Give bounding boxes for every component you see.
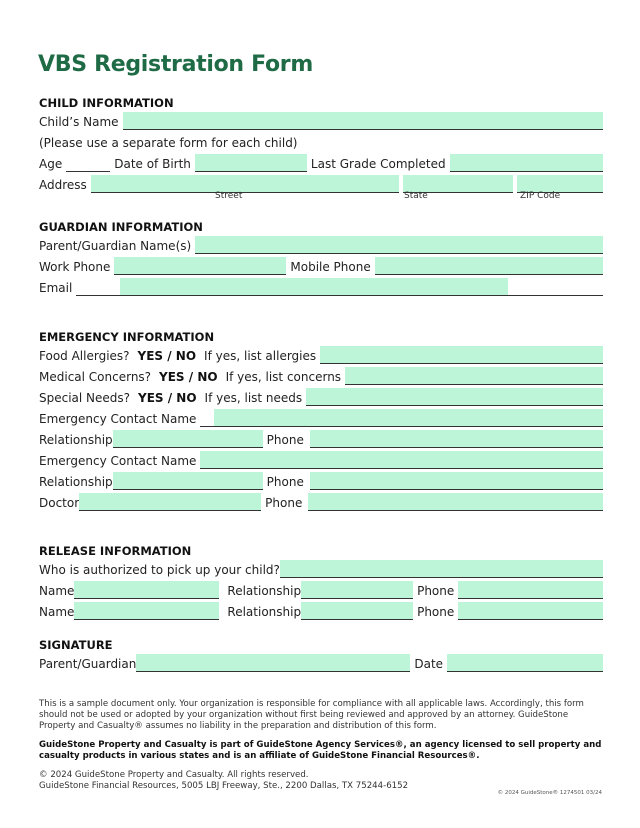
guardian-names-label: Parent/Guardian Name(s)	[39, 239, 192, 253]
emergency-contact-1-label: Emergency Contact Name	[39, 412, 197, 426]
emergency-section-heading: EMERGENCY INFORMATION	[39, 330, 215, 344]
medical-concerns-label: Medical Concerns?	[39, 370, 152, 384]
release-section-heading: RELEASE INFORMATION	[39, 544, 192, 558]
work-phone-field[interactable]	[114, 257, 286, 275]
email-label: Email	[39, 281, 73, 295]
emergency-contact-1-field[interactable]	[214, 409, 603, 427]
emergency-contact-2-field[interactable]	[200, 451, 603, 469]
relationship-2-field[interactable]	[113, 472, 263, 490]
release-phone-1-label: Phone	[417, 584, 455, 598]
food-allergies-row	[39, 344, 603, 364]
age-field[interactable]	[66, 171, 110, 172]
pickup-field[interactable]	[280, 560, 603, 578]
release-name-2-field[interactable]	[74, 602, 219, 620]
guardian-section-heading: GUARDIAN INFORMATION	[39, 220, 203, 234]
signature-field[interactable]	[136, 654, 410, 672]
relationship-2-row	[39, 470, 603, 490]
allergies-field[interactable]	[320, 346, 603, 364]
doctor-row	[39, 491, 603, 511]
special-list-label: If yes, list needs	[204, 391, 303, 405]
release-name-1-field[interactable]	[74, 581, 219, 599]
email-lead-line	[76, 295, 120, 296]
email-tail-line	[508, 295, 603, 296]
concerns-field[interactable]	[345, 367, 603, 385]
age-label: Age	[39, 157, 63, 171]
phones-row	[39, 255, 603, 275]
guardian-names-row	[39, 234, 603, 254]
email-field[interactable]	[120, 278, 508, 296]
signature-row	[39, 652, 603, 672]
emergency-contact-1-row	[39, 407, 603, 427]
medical-yes-no[interactable]: YES / NO	[159, 370, 218, 384]
medical-list-label: If yes, list concerns	[225, 370, 342, 384]
phone-1-label: Phone	[266, 433, 304, 447]
date-field[interactable]	[447, 654, 603, 672]
guardian-names-field[interactable]	[195, 236, 603, 254]
work-phone-label: Work Phone	[39, 260, 111, 274]
relationship-1-field[interactable]	[113, 430, 263, 448]
age-dob-grade-row	[39, 152, 603, 172]
doctor-label: Doctor	[39, 496, 80, 510]
mobile-phone-field[interactable]	[375, 257, 603, 275]
special-needs-row	[39, 386, 603, 406]
separate-form-note-row	[39, 131, 603, 151]
doctor-phone-label: Phone	[265, 496, 303, 510]
phone-2-field[interactable]	[310, 472, 603, 490]
street-field[interactable]	[91, 175, 399, 193]
relationship-1-row	[39, 428, 603, 448]
date-label: Date	[414, 657, 444, 671]
special-yes-no[interactable]: YES / NO	[138, 391, 197, 405]
phone-1-field[interactable]	[310, 430, 603, 448]
form-title: VBS Registration Form	[38, 52, 313, 77]
pickup-row	[39, 558, 603, 578]
zip-caption: ZIP Code	[520, 191, 561, 201]
grade-field[interactable]	[450, 154, 603, 172]
release-relationship-1-field[interactable]	[301, 581, 413, 599]
food-list-label: If yes, list allergies	[204, 349, 317, 363]
street-caption: Street	[215, 191, 243, 201]
release-person-1-row	[39, 579, 603, 599]
needs-field[interactable]	[306, 388, 603, 406]
child-name-label: Child’s Name	[39, 115, 119, 129]
dob-label: Date of Birth	[114, 157, 191, 171]
email-row	[39, 276, 603, 296]
food-yes-no[interactable]: YES / NO	[137, 349, 197, 363]
release-relationship-2-field[interactable]	[301, 602, 413, 620]
child-name-row	[39, 110, 603, 130]
dob-field[interactable]	[195, 154, 307, 172]
pickup-label: Who is authorized to pick up your child?	[39, 563, 280, 577]
address-label: Address	[39, 178, 87, 192]
release-phone-1-field[interactable]	[458, 581, 603, 599]
address-row	[39, 173, 603, 193]
doctor-phone-field[interactable]	[308, 493, 603, 511]
disclaimer-text: This is a sample document only. Your organization is responsible for compliance with all applicable laws. Accordingly, this form should not be used or adopted by your organization without first being reviewed and approved by an attorney. GuideStone Property and Casualty® assumes no liability in the preparation and distribution of this form.	[39, 699, 584, 731]
child-name-field[interactable]	[123, 112, 603, 130]
phone-2-label: Phone	[266, 475, 304, 489]
emergency-contact-2-row	[39, 449, 603, 469]
document-code: © 2024 GuideStone® 1274501 03/24	[497, 790, 602, 796]
signature-label: Parent/Guardian	[39, 657, 137, 671]
release-name-1-label: Name	[39, 584, 75, 598]
emergency-contact-2-label: Emergency Contact Name	[39, 454, 197, 468]
release-name-2-label: Name	[39, 605, 75, 619]
release-relationship-1-label: Relationship	[227, 584, 302, 598]
mobile-phone-label: Mobile Phone	[290, 260, 371, 274]
state-caption: State	[404, 191, 428, 201]
relationship-1-label: Relationship	[39, 433, 113, 447]
relationship-2-label: Relationship	[39, 475, 113, 489]
release-relationship-2-label: Relationship	[227, 605, 302, 619]
separate-form-note: (Please use a separate form for each child)	[39, 136, 298, 150]
release-person-2-row	[39, 600, 603, 620]
special-needs-label: Special Needs?	[39, 391, 131, 405]
contact1-lead-line	[200, 426, 214, 427]
affiliation-text: GuideStone Property and Casualty is part of GuideStone Agency Services®, an agency licensed to sell property and casualty products in various states and is an affiliate of GuideStone Financial Resources®.	[39, 740, 602, 761]
medical-concerns-row	[39, 365, 603, 385]
release-phone-2-field[interactable]	[458, 602, 603, 620]
grade-label: Last Grade Completed	[310, 157, 446, 171]
address-text: GuideStone Financial Resources, 5005 LBJ Freeway, Ste., 2200 Dallas, TX 75244-6152	[39, 781, 409, 791]
doctor-field[interactable]	[79, 493, 261, 511]
child-section-heading: CHILD INFORMATION	[39, 96, 174, 110]
food-allergies-label: Food Allergies?	[39, 349, 130, 363]
release-phone-2-label: Phone	[417, 605, 455, 619]
signature-section-heading: SIGNATURE	[39, 638, 113, 652]
copyright-text: © 2024 GuideStone Property and Casualty. All rights reserved.	[39, 770, 309, 780]
